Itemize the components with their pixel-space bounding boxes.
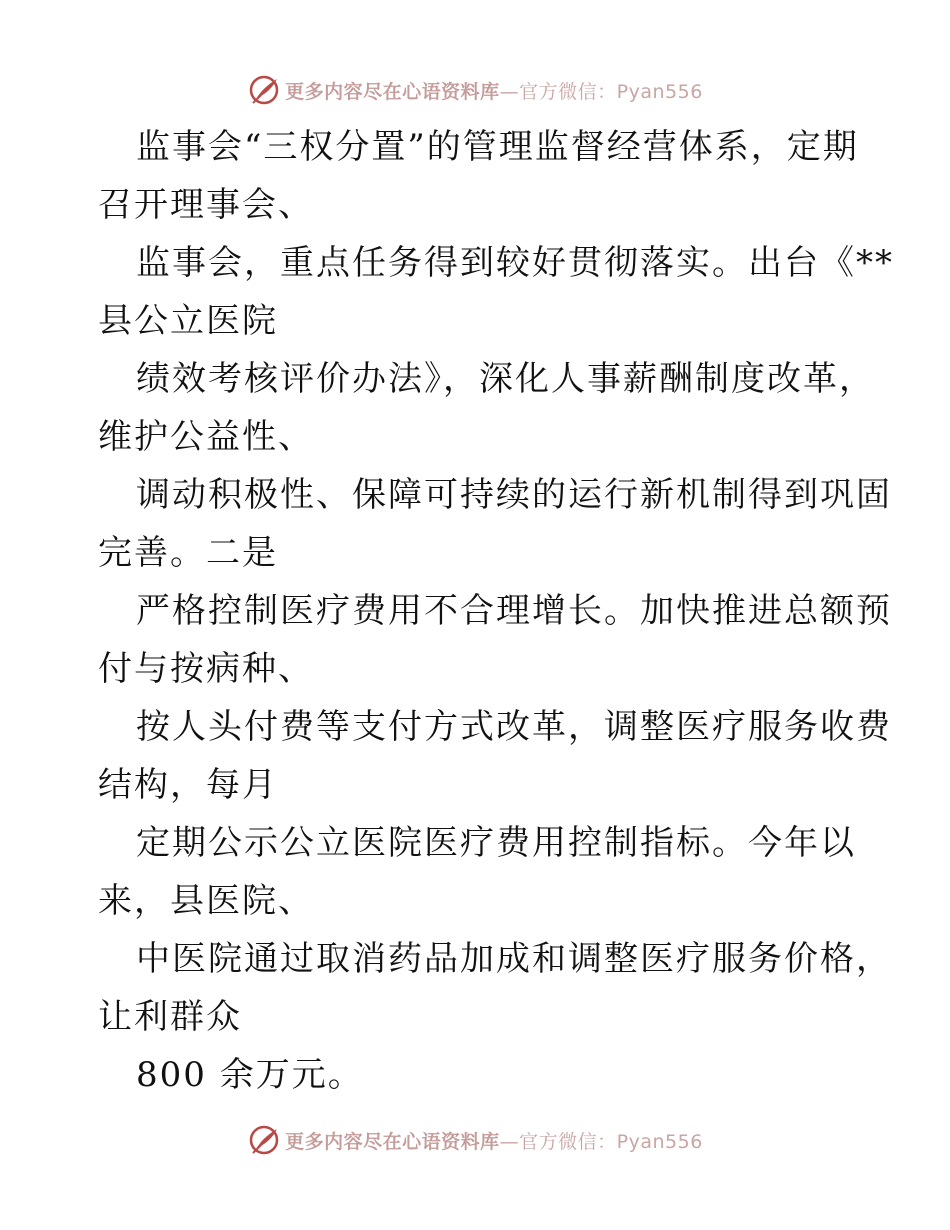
text-line: 县公立医院 xyxy=(98,301,278,341)
footer-watermark xyxy=(0,1120,950,1160)
feather-logo-icon xyxy=(247,73,281,107)
text-line: 绩效考核评价办法》，深化人事薪酬制度改革， xyxy=(136,359,875,399)
document-body xyxy=(98,118,894,1104)
text-line: 结构，每月 xyxy=(98,765,278,805)
header-watermark-text: 更多内容尽在心语资料库—官方微信：Pyan556 xyxy=(285,80,703,103)
footer-watermark-text: 更多内容尽在心语资料库—官方微信：Pyan556 xyxy=(285,1130,703,1153)
text-line: 召开理事会、 xyxy=(98,185,314,225)
text-line: 严格控制医疗费用不合理增长。加快推进总额预 xyxy=(136,591,892,631)
text-line: 按人头付费等支付方式改革，调整医疗服务收费 xyxy=(136,707,892,747)
text-line: 监事会“三权分置”的管理监督经营体系，定期 xyxy=(136,127,859,167)
text-line: 完善。二是 xyxy=(98,533,278,573)
text-line: 中医院通过取消药品加成和调整医疗服务价格， xyxy=(136,939,892,979)
text-line: 让利群众 xyxy=(98,997,242,1037)
text-line: 来，县医院、 xyxy=(98,881,314,921)
text-line: 维护公益性、 xyxy=(98,417,314,457)
text-line: 监事会，重点任务得到较好贯彻落实。出台《** xyxy=(136,243,894,283)
feather-logo-icon xyxy=(247,1123,281,1157)
text-line: 付与按病种、 xyxy=(98,649,314,689)
text-line: 800 余万元。 xyxy=(136,1055,364,1095)
text-line: 调动积极性、保障可持续的运行新机制得到巩固 xyxy=(136,475,892,515)
text-line: 定期公示公立医院医疗费用控制指标。今年以 xyxy=(136,823,856,863)
header-watermark xyxy=(0,70,950,110)
